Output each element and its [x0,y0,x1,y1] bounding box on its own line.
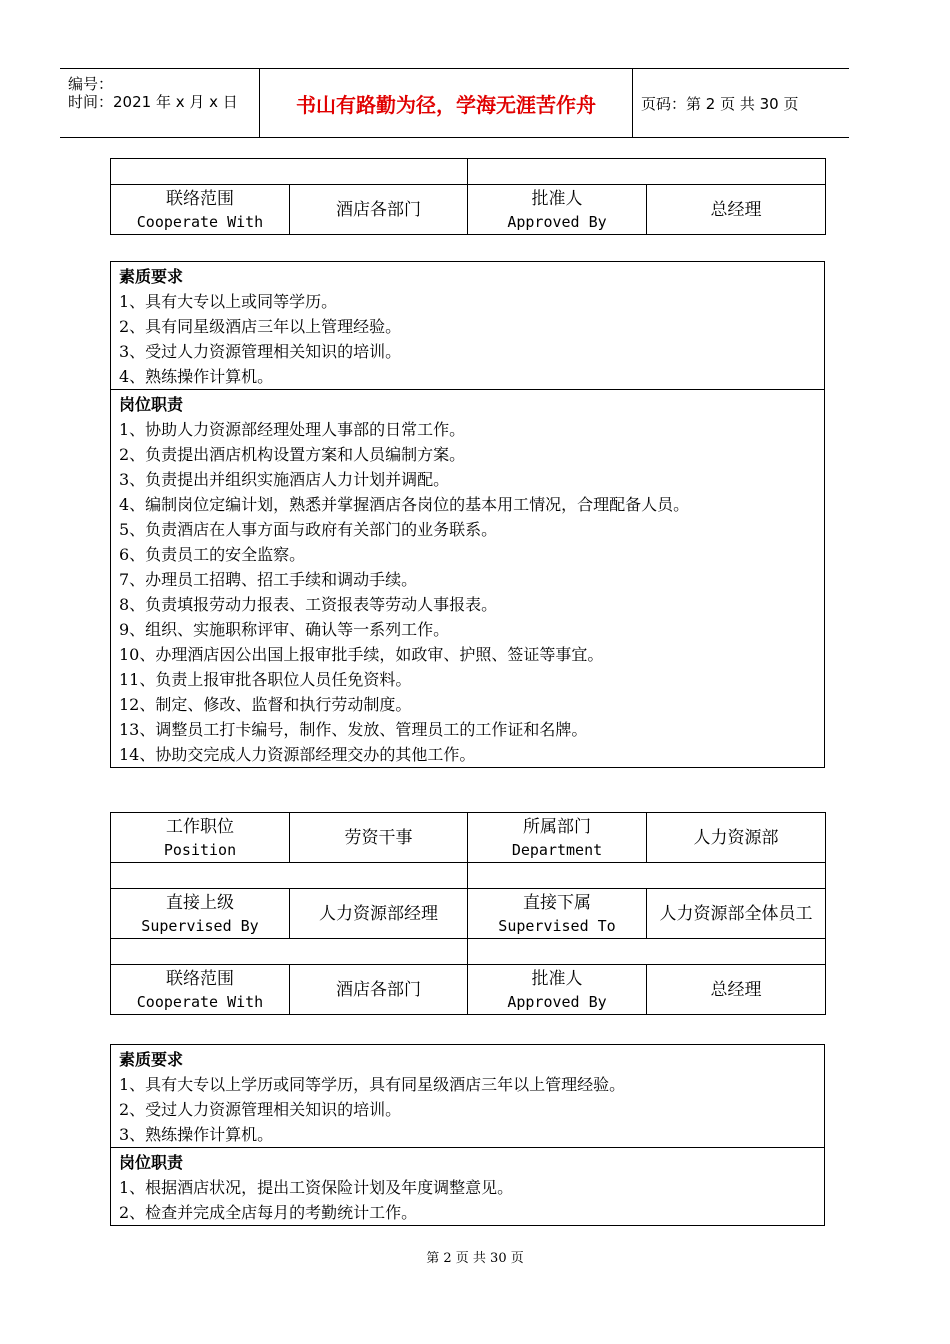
cooperate-value: 酒店各部门 [290,185,468,235]
requirements-section [111,262,824,390]
empty-cell [468,159,826,185]
requirement-item: 1、具有大专以上学历或同等学历，具有同星级酒店三年以上管理经验。 [119,1075,626,1094]
page-header [60,68,849,138]
duty-item: 10、办理酒店因公出国上报审批手续，如政审、护照、签证等事宜。 [119,645,604,664]
position-label: 工作职位 Position [111,813,290,863]
approved-label: 批准人 Approved By [468,965,647,1015]
subordinate-label: 直接下属 Supervised To [468,889,647,939]
duty-item: 3、负责提出并组织实施酒店人力计划并调配。 [119,470,450,489]
cooperate-value: 酒店各部门 [290,965,468,1015]
duty-item: 14、协助交完成人力资源部经理交办的其他工作。 [119,745,476,764]
requirement-item: 3、熟练操作计算机。 [119,1125,274,1144]
duty-item: 7、办理员工招聘、招工手续和调动手续。 [119,570,418,589]
code-label: 编号： [68,75,114,93]
duty-item: 1、根据酒店状况，提出工资保险计划及年度调整意见。 [119,1178,514,1197]
requirement-item: 1、具有大专以上或同等学历。 [119,292,338,311]
empty-cell [468,939,826,965]
supervisor-label: 直接上级 Supervised By [111,889,290,939]
duty-item: 1、协助人力资源部经理处理人事部的日常工作。 [119,420,466,439]
duty-item: 5、负责酒店在人事方面与政府有关部门的业务联系。 [119,520,498,539]
header-motto: 书山有路勤为径，学海无涯苦作舟 [260,69,633,137]
subordinate-value: 人力资源部全体员工 [647,889,826,939]
duty-item: 2、检查并完成全店每月的考勤统计工作。 [119,1203,418,1222]
duties-section [111,1148,824,1225]
duty-item: 8、负责填报劳动力报表、工资报表等劳动人事报表。 [119,595,498,614]
requirement-item: 4、熟练操作计算机。 [119,367,274,386]
requirement-item: 3、受过人力资源管理相关知识的培训。 [119,342,402,361]
empty-cell [111,939,468,965]
empty-cell [111,863,468,889]
requirements-title: 素质要求 [119,267,184,286]
requirements-section [111,1045,824,1148]
header-page-label: 页码：第 2 页 共 30 页 [641,94,799,113]
duty-item: 12、制定、修改、监督和执行劳动制度。 [119,695,412,714]
approved-value: 总经理 [647,185,826,235]
position-value: 劳资干事 [290,813,468,863]
duty-item: 11、负责上报审批各职位人员任免资料。 [119,670,412,689]
approved-label: 批准人 Approved By [468,185,647,235]
requirement-item: 2、受过人力资源管理相关知识的培训。 [119,1100,402,1119]
job-info-table-1 [110,158,826,235]
approved-value: 总经理 [647,965,826,1015]
duty-item: 6、负责员工的安全监察。 [119,545,306,564]
duty-item: 4、编制岗位定编计划，熟悉并掌握酒店各岗位的基本用工情况，合理配备人员。 [119,495,690,514]
time-label: 时间：2021 年 x 月 x 日 [68,93,238,111]
duty-item: 13、调整员工打卡编号，制作、发放、管理员工的工作证和名牌。 [119,720,588,739]
department-value: 人力资源部 [647,813,826,863]
requirements-title: 素质要求 [119,1050,184,1069]
department-label: 所属部门 Department [468,813,647,863]
requirement-item: 2、具有同星级酒店三年以上管理经验。 [119,317,402,336]
duty-item: 9、组织、实施职称评审、确认等一系列工作。 [119,620,450,639]
empty-cell [468,863,826,889]
empty-cell [111,159,468,185]
requirements-duties-box-2 [110,1044,825,1226]
page-footer: 第 2 页 共 30 页 [426,1251,524,1266]
header-meta [60,69,260,137]
requirements-duties-box-1 [110,261,825,768]
job-info-table-2 [110,812,826,1015]
cooperate-label: 联络范围 Cooperate With [111,185,290,235]
cooperate-label: 联络范围 Cooperate With [111,965,290,1015]
duties-title: 岗位职责 [119,395,184,414]
duties-title: 岗位职责 [119,1153,184,1172]
supervisor-value: 人力资源部经理 [290,889,468,939]
duty-item: 2、负责提出酒店机构设置方案和人员编制方案。 [119,445,466,464]
duties-section [111,390,824,767]
